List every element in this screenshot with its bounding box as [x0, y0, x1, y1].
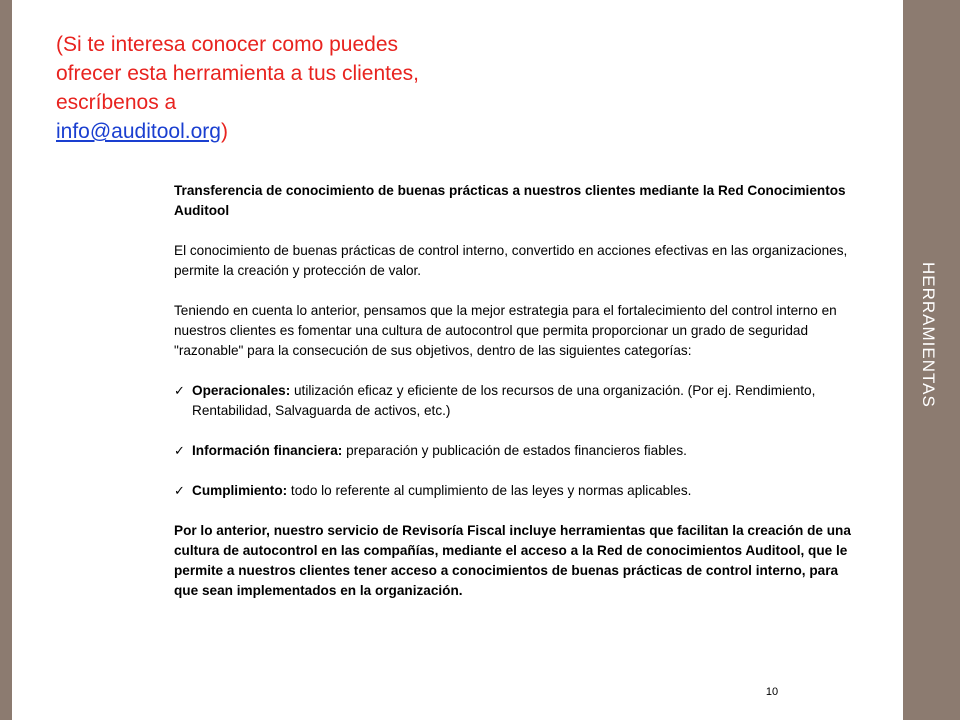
note-line-1: (Si te interesa conocer como puedes: [56, 33, 399, 56]
conclusion-paragraph: Por lo anterior, nuestro servicio de Revisoría Fiscal incluye herramientas que facilitan la creación de una cultura de autocontrol en las compañías, mediante el acceso a la Red de conocimientos Auditool, que le permite a nuestros clientes tener acceso a conocimientos de buenas prácticas de control interno, para que sean implementados en la organización.: [174, 523, 851, 598]
category-description: todo lo referente al cumplimiento de las leyes y normas aplicables.: [287, 483, 692, 498]
category-item-operacionales: [174, 381, 864, 421]
page-number: 10: [765, 686, 779, 698]
paragraph-1: El conocimiento de buenas prácticas de control interno, convertido en acciones efectivas en las organizaciones, permite la creación y protección de valor.: [174, 243, 848, 278]
checkmark-icon: ✓: [174, 383, 185, 398]
paragraph-2: Teniendo en cuenta lo anterior, pensamos que la mejor estrategia para el fortalecimiento del control interno en nuestros clientes es fomentar una cultura de autocontrol que permita proporcionar un grado de seguridad "razonable" para la consecución de sus objetivos, dentro de las siguientes categorías:: [174, 303, 837, 358]
category-term: Operacionales:: [192, 383, 291, 398]
category-term: Información financiera:: [192, 443, 343, 458]
category-description: preparación y publicación de estados financieros fiables.: [342, 443, 687, 458]
category-term: Cumplimiento:: [192, 483, 288, 498]
category-description: utilización eficaz y eficiente de los recursos de una organización. (Por ej. Rendimiento, Rentabilidad, Salvaguarda de activos, etc.): [192, 383, 816, 418]
note-line-2: ofrecer esta herramienta a tus clientes,: [56, 62, 420, 85]
checkmark-icon: ✓: [174, 483, 185, 498]
left-accent-bar: [0, 0, 12, 720]
side-title: HERRAMIENTAS: [919, 262, 938, 408]
note-line-3: escríbenos a: [56, 91, 177, 114]
category-item-cumplimiento: [174, 481, 864, 501]
note-close-paren: ): [220, 120, 228, 143]
category-item-informacion-financiera: [174, 441, 864, 461]
content-heading: Transferencia de conocimiento de buenas prácticas a nuestros clientes mediante la Red Conocimientos Auditool: [174, 183, 846, 218]
contact-note: [56, 30, 486, 146]
slide-content: [174, 181, 864, 621]
checkmark-icon: ✓: [174, 443, 185, 458]
email-link[interactable]: info@auditool.org: [56, 120, 221, 143]
